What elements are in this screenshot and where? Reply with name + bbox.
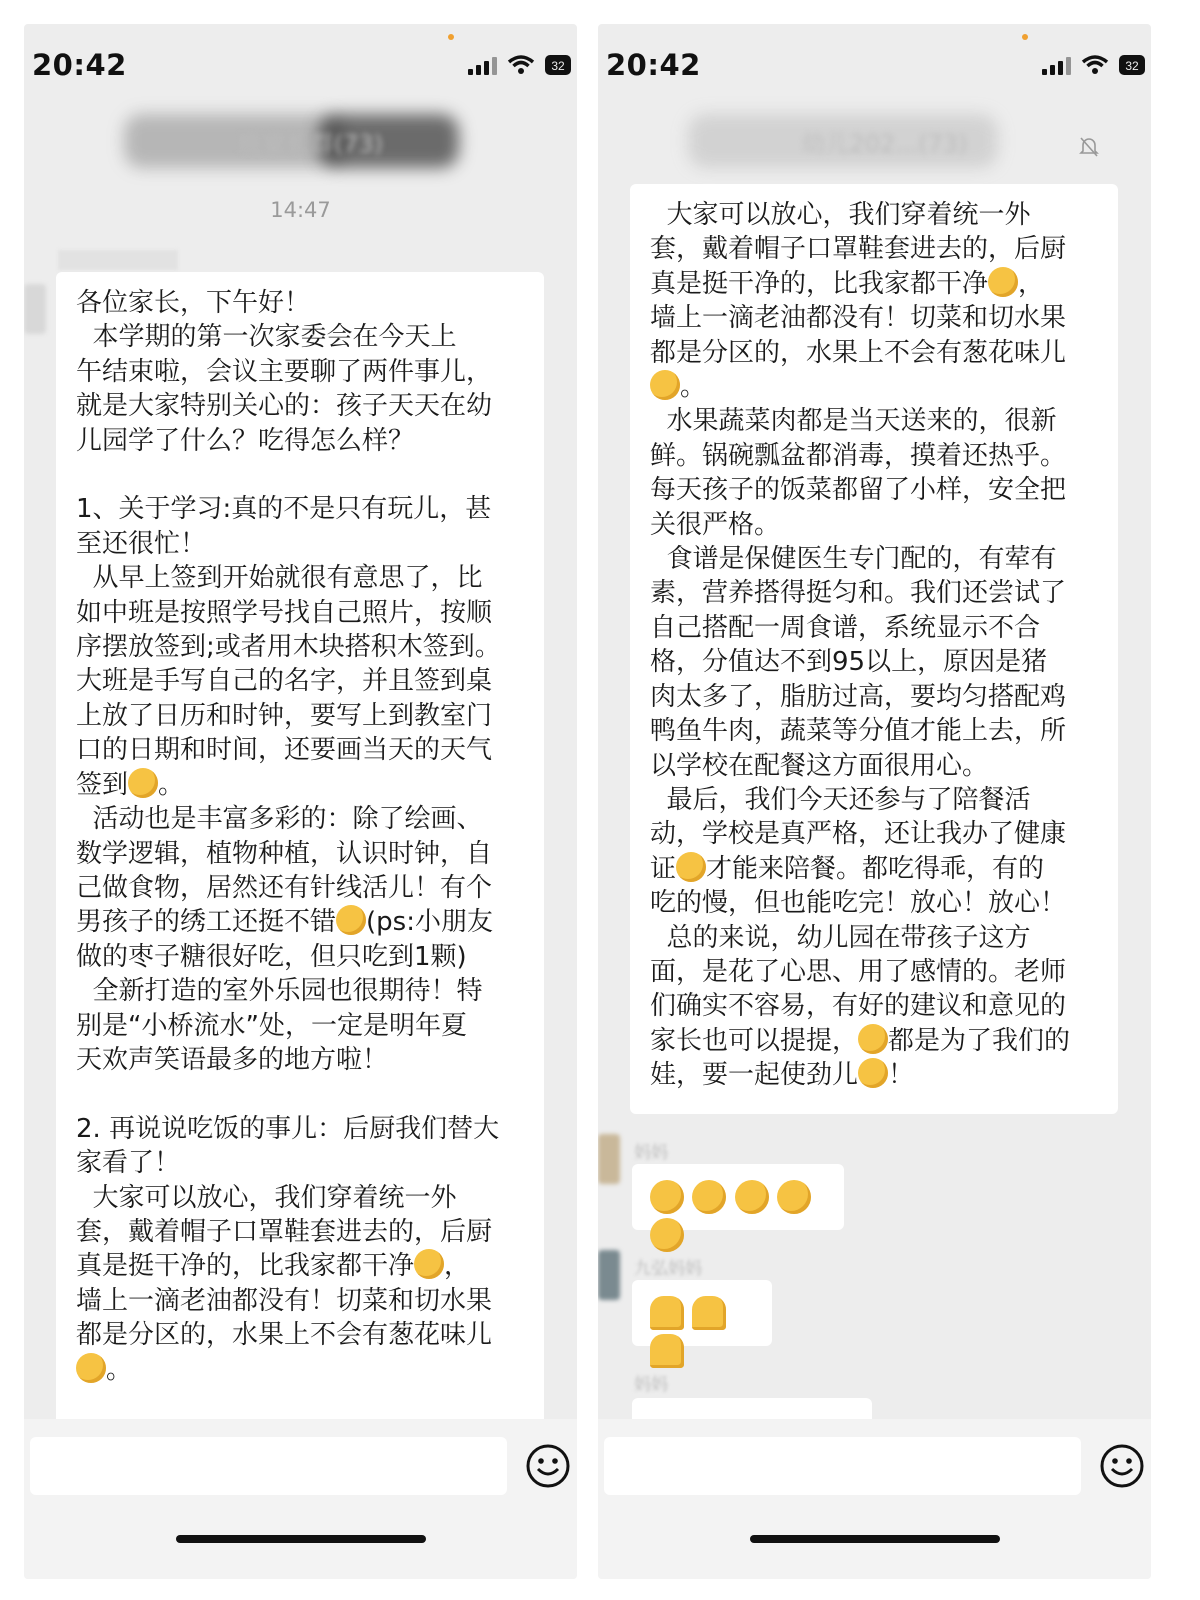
- message-line: 格，分值达不到95以上，原因是猪: [650, 647, 1048, 678]
- message-line: 动，学校是真严格，还让我办了健康: [650, 819, 1067, 850]
- message-bubble[interactable]: [56, 272, 544, 1419]
- hug-emoji: [735, 1180, 769, 1214]
- message-line: 己做食物，居然还有针线活儿！有个: [76, 872, 493, 903]
- message-input[interactable]: [30, 1437, 507, 1495]
- message-input[interactable]: [604, 1437, 1081, 1495]
- message-line: 1、关于学习:真的不是只有玩儿，甚: [76, 494, 492, 525]
- message-line: 天欢声笑语最多的地方啦！: [76, 1044, 389, 1075]
- hug-emoji: [650, 1218, 684, 1252]
- bell-off-icon: [1079, 136, 1099, 162]
- message-line: 各位家长，下午好！: [76, 288, 311, 318]
- chat-title: 幼儿202...(73): [801, 130, 968, 158]
- sender-avatar[interactable]: [598, 1134, 620, 1184]
- sender-name: 妈妈: [634, 1143, 668, 1163]
- smile-icon[interactable]: [525, 1443, 571, 1493]
- battery-icon: [1119, 54, 1145, 76]
- message-line: 每天孩子的饭菜都留了小样，安全把: [650, 475, 1067, 506]
- chat-screen-right: [598, 24, 1151, 1579]
- message-line: 数学逻辑，植物种植，认识时钟，自: [76, 838, 493, 869]
- message-line: 别是“小桥流水”处，一定是明年夏: [76, 1010, 467, 1041]
- emoji-icon: [414, 1249, 444, 1279]
- emoji-icon: [988, 267, 1018, 297]
- wifi-icon: [507, 54, 535, 76]
- battery-percent: 32: [1125, 59, 1139, 73]
- message-line: 吃的慢，但也能吃完！放心！放心！: [650, 888, 1067, 919]
- message-line: 。: [650, 370, 1098, 404]
- message-line: 。: [76, 1353, 524, 1387]
- message-line: 上放了日历和时钟，要写上到教室门: [76, 700, 493, 731]
- status-time: 20:42: [32, 48, 127, 82]
- smile-icon[interactable]: [1099, 1443, 1145, 1493]
- home-indicator[interactable]: [176, 1535, 426, 1543]
- message-line: 家看了！: [76, 1148, 181, 1179]
- message-bubble[interactable]: [630, 184, 1118, 1114]
- message-line: 午结束啦，会议主要聊了两件事儿，: [76, 356, 493, 387]
- home-indicator[interactable]: [750, 1535, 1000, 1543]
- emoji-icon: [650, 370, 680, 400]
- clap-emoji: [650, 1334, 684, 1368]
- message-line: 套，戴着帽子口罩鞋套进去的，后厨: [76, 1216, 493, 1247]
- message-line: 套，戴着帽子口罩鞋套进去的，后厨: [650, 234, 1067, 265]
- hug-emoji: [650, 1180, 684, 1214]
- sender-avatar[interactable]: [24, 284, 46, 334]
- signal-icon: [1042, 55, 1071, 75]
- message-line: 最后，我们今天还参与了陪餐活: [650, 784, 1031, 815]
- clap-emoji: [650, 1296, 684, 1330]
- message-line: 真是挺干净的，比我家都干净 ，: [650, 268, 1045, 299]
- message-line: 本学期的第一次家委会在今天上: [76, 322, 457, 353]
- message-line: 如中班是按照学号找自己照片，按顺: [76, 597, 493, 628]
- message-line: 真是挺干净的，比我家都干净 ，: [76, 1251, 471, 1282]
- message-line: 都是分区的，水果上不会有葱花味儿: [76, 1320, 493, 1351]
- chat-screen-left: [24, 24, 577, 1579]
- message-line: 家长也可以提提， 都是为了我们的: [650, 1025, 1071, 1056]
- sender-name: 妈妈: [634, 1375, 668, 1395]
- message-line: 娃，要一起使劲儿 ！: [650, 1060, 915, 1091]
- emoji-icon: [858, 1058, 888, 1088]
- emoji-icon: [128, 768, 158, 798]
- message-line: 面，是花了心思、用了感情的。老师: [650, 956, 1067, 987]
- message-line: 口的日期和时间，还要画当天的天气: [76, 735, 493, 766]
- message-line: 肉太多了，脂肪过高，要均匀搭配鸡: [650, 681, 1067, 712]
- sender-avatar[interactable]: [598, 1250, 620, 1300]
- message-line: 2. 再说说吃饭的事儿：后厨我们替大: [76, 1113, 500, 1144]
- message-line: 们确实不容易，有好的建议和意见的: [650, 991, 1067, 1022]
- input-bar: [24, 1419, 577, 1579]
- message-line: [76, 1077, 524, 1111]
- message-line: 男孩子的绣工还挺不错 (ps:小朋友: [76, 907, 493, 938]
- message-line: 食谱是保健医生专门配的，有荤有: [650, 544, 1057, 575]
- battery-icon: [545, 54, 571, 76]
- message-line: 从早上签到开始就很有意思了，比: [76, 563, 483, 594]
- message-line: 证 才能来陪餐。都吃得乖，有的: [650, 853, 1045, 884]
- message-line: 大家可以放心，我们穿着统一外: [650, 200, 1031, 230]
- message-line: 都是分区的，水果上不会有葱花味儿: [650, 337, 1067, 368]
- privacy-indicator-dot: [1022, 34, 1028, 40]
- message-timestamp: 14:47: [270, 198, 331, 222]
- input-bar: [598, 1419, 1151, 1579]
- message-line: 活动也是丰富多彩的：除了绘画、: [76, 804, 483, 835]
- battery-percent: 32: [551, 59, 565, 73]
- message-line: 水果蔬菜肉都是当天送来的，很新: [650, 406, 1057, 437]
- message-line: 序摆放签到;或者用木块搭积木签到。: [76, 632, 501, 663]
- status-bar: [24, 24, 577, 104]
- clap-emoji: [692, 1296, 726, 1330]
- message-line: 自己搭配一周食谱，系统显示不合: [650, 612, 1041, 643]
- emoji-icon: [676, 852, 706, 882]
- chat-header[interactable]: [598, 110, 1151, 180]
- message-line: 鸭鱼牛肉，蔬菜等分值才能上去，所: [650, 716, 1067, 747]
- emoji-icon: [336, 905, 366, 935]
- reaction-bubble[interactable]: [632, 1164, 844, 1230]
- message-line: 就是大家特别关心的：孩子天天在幼: [76, 391, 493, 422]
- privacy-indicator-dot: [448, 34, 454, 40]
- chat-message-area[interactable]: [598, 184, 1151, 1419]
- wifi-icon: [1081, 54, 1109, 76]
- message-line: 素，营养搭得挺匀和。我们还尝试了: [650, 578, 1067, 609]
- message-line: 大家可以放心，我们穿着统一外: [76, 1182, 457, 1213]
- reaction-bubble[interactable]: [632, 1280, 772, 1346]
- message-bubble-partial[interactable]: [632, 1398, 872, 1419]
- message-line: 大班是手写自己的名字，并且签到桌: [76, 666, 493, 697]
- hug-emoji: [777, 1180, 811, 1214]
- message-line: 鲜。锅碗瓢盆都消毒，摸着还热乎。: [650, 440, 1067, 471]
- message-line: 墙上一滴老油都没有！切菜和切水果: [76, 1285, 493, 1316]
- sender-name: 九弘妈妈: [634, 1259, 702, 1279]
- signal-icon: [468, 55, 497, 75]
- message-line: 做的枣子糖很好吃，但只吃到1颗): [76, 941, 467, 972]
- chat-header[interactable]: [24, 110, 577, 180]
- emoji-icon: [858, 1024, 888, 1054]
- hug-emoji: [692, 1180, 726, 1214]
- message-line: 至还很忙！: [76, 528, 207, 559]
- message-line: 签到 。: [76, 769, 185, 800]
- message-line: [76, 458, 524, 492]
- message-line: 以学校在配餐这方面很用心。: [650, 750, 989, 781]
- message-line: 墙上一滴老油都没有！切菜和切水果: [650, 303, 1067, 334]
- chat-title: 班家长群(73): [237, 130, 384, 158]
- message-line: 关很严格。: [650, 509, 781, 540]
- status-time: 20:42: [606, 48, 701, 82]
- chat-message-area[interactable]: [24, 184, 577, 1419]
- message-line: 总的来说，幼儿园在带孩子这方: [650, 922, 1031, 953]
- sender-name: [58, 250, 178, 270]
- message-line: 儿园学了什么？吃得怎么样？: [76, 425, 415, 456]
- emoji-icon: [76, 1353, 106, 1383]
- status-bar: [598, 24, 1151, 104]
- message-line: 全新打造的室外乐园也很期待！特: [76, 976, 483, 1007]
